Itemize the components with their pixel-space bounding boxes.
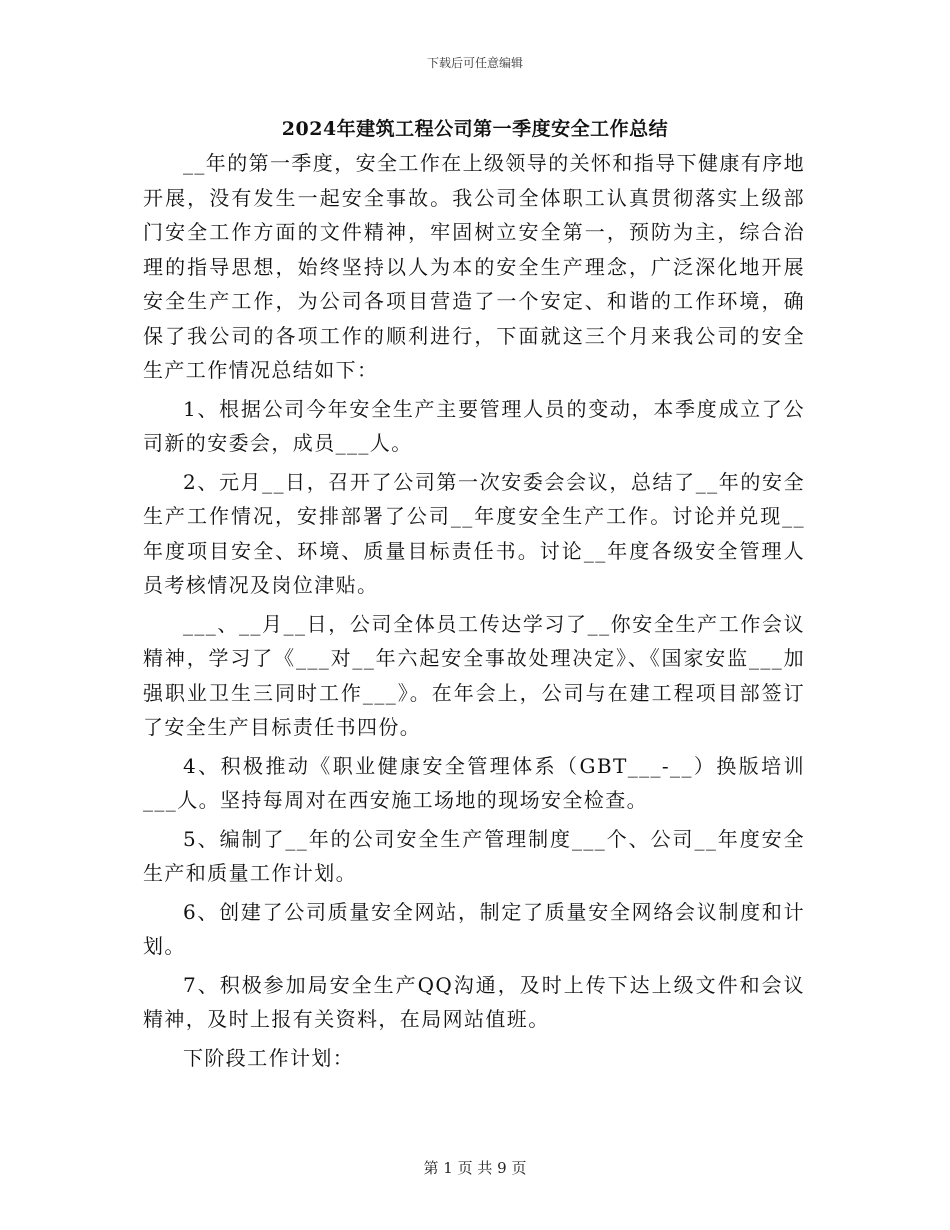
header-note: 下载后可任意编辑: [426, 56, 523, 70]
paragraph-item-2: 2、元月__日，召开了公司第一次安委会会议，总结了__年的安全生产工作情况，安排部署了公司__年度安全生产工作。讨论并兑现__年度项目安全、环境、质量目标责任书。讨论__年度各级安全管理人员考核情况及岗位津贴。: [143, 469, 805, 597]
paragraph-item-4: 4、积极推动《职业健康安全管理体系（GBT___-__）换版培训___人。坚持每周对在西安施工场地的现场安全检查。: [143, 753, 805, 812]
paragraph-item-1: 1、根据公司今年安全生产主要管理人员的变动，本季度成立了公司新的安委会，成员___人。: [143, 396, 805, 455]
paragraph-intro: __年的第一季度，安全工作在上级领导的关怀和指导下健康有序地开展，没有发生一起安全事故。我公司全体职工认真贯彻落实上级部门安全工作方面的文件精神，牢固树立安全第一，预防为主，综合治理的指导思想，始终坚持以人为本的安全生产理念，广泛深化地开展安全生产工作，为公司各项目营造了一个安定、和谐的工作环境，确保了我公司的各项工作的顺利进行，下面就这三个月来我公司的安全生产工作情况总结如下：: [143, 151, 805, 382]
paragraph-next-plan: 下阶段工作计划：: [183, 1045, 355, 1070]
page-number: 第 1 页 共 9 页: [423, 1159, 527, 1177]
document-title: 2024年建筑工程公司第一季度安全工作总结: [281, 118, 669, 140]
document-body: [143, 146, 805, 1079]
paragraph-item-7: 7、积极参加局安全生产QQ沟通，及时上传下达上级文件和会议精神，及时上报有关资料，在局网站值班。: [143, 972, 805, 1031]
paragraph-item-6: 6、创建了公司质量安全网站，制定了质量安全网络会议制度和计划。: [143, 899, 805, 958]
paragraph-item-3: ___、__月__日，公司全体员工传达学习了__你安全生产工作会议精神，学习了《___对__年六起安全事故处理决定》、《国家安监___加强职业卫生三同时工作___》。在年会上，公司与在建工程项目部签订了安全生产目标责任书四份。: [143, 611, 805, 739]
paragraph-item-5: 5、编制了__年的公司安全生产管理制度___个、公司__年度安全生产和质量工作计划。: [143, 826, 805, 885]
